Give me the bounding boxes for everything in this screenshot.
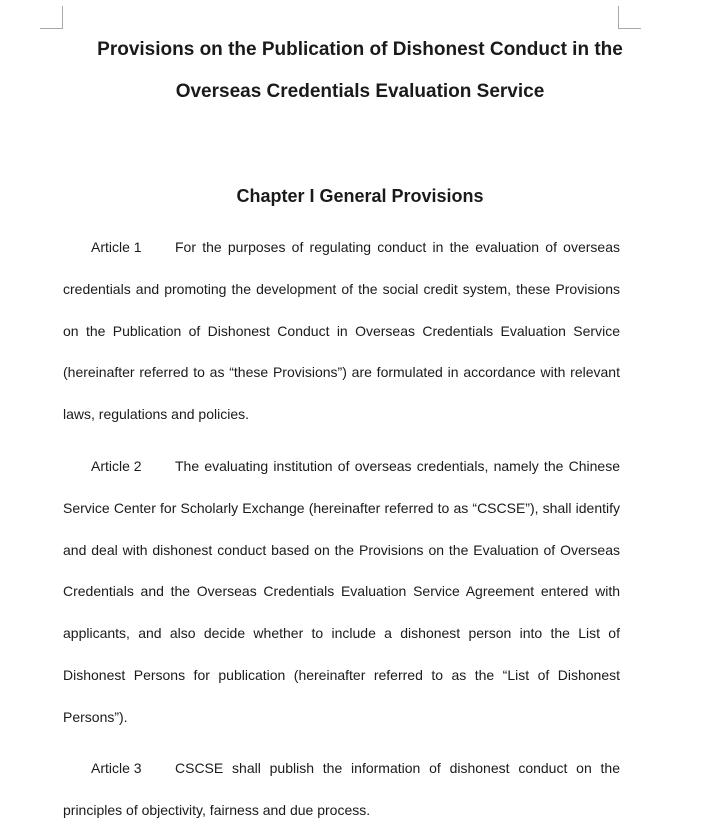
article-3-text: CSCSE shall publish the information of dishonest conduct on the principles of objectivity, fairness and due process.	[63, 760, 620, 818]
document-title-line-2: Overseas Credentials Evaluation Service	[175, 81, 545, 102]
article-1	[63, 227, 620, 436]
article-2-text: The evaluating institution of overseas credentials, namely the Chinese Service Center for Scholarly Exchange (hereinafter referred to as “CSCSE”), shall identify and deal with dishonest conduct based on the Provisions on the Evaluation of Overseas Credentials and the Overseas Credentials Evaluation Service Agreement entered with applicants, and also decide whether to include a dishonest person into the List of Dishonest Persons for publication (hereinafter referred to as the “List of Dishonest Persons”).	[63, 458, 620, 725]
document-title-line-1: Provisions on the Publication of Dishonest Conduct in the	[97, 39, 623, 60]
chapter-heading: Chapter I General Provisions	[236, 186, 484, 206]
article-3-label: Article 3	[91, 760, 142, 776]
article-2-label: Article 2	[91, 458, 142, 474]
page-corner-mark-top-right	[618, 6, 641, 29]
article-3	[63, 748, 620, 832]
article-1-text: For the purposes of regulating conduct in the evaluation of overseas credentials and promoting the development of the social credit system, these Provisions on the Publication of Dishonest Conduct in Overseas Credentials Evaluation Service (hereinafter referred to as “these Provisions”) are formulated in accordance with relevant laws, regulations and policies.	[63, 239, 620, 423]
page-corner-mark-top-left	[40, 6, 63, 29]
article-1-label: Article 1	[91, 239, 142, 255]
article-2	[63, 446, 620, 739]
